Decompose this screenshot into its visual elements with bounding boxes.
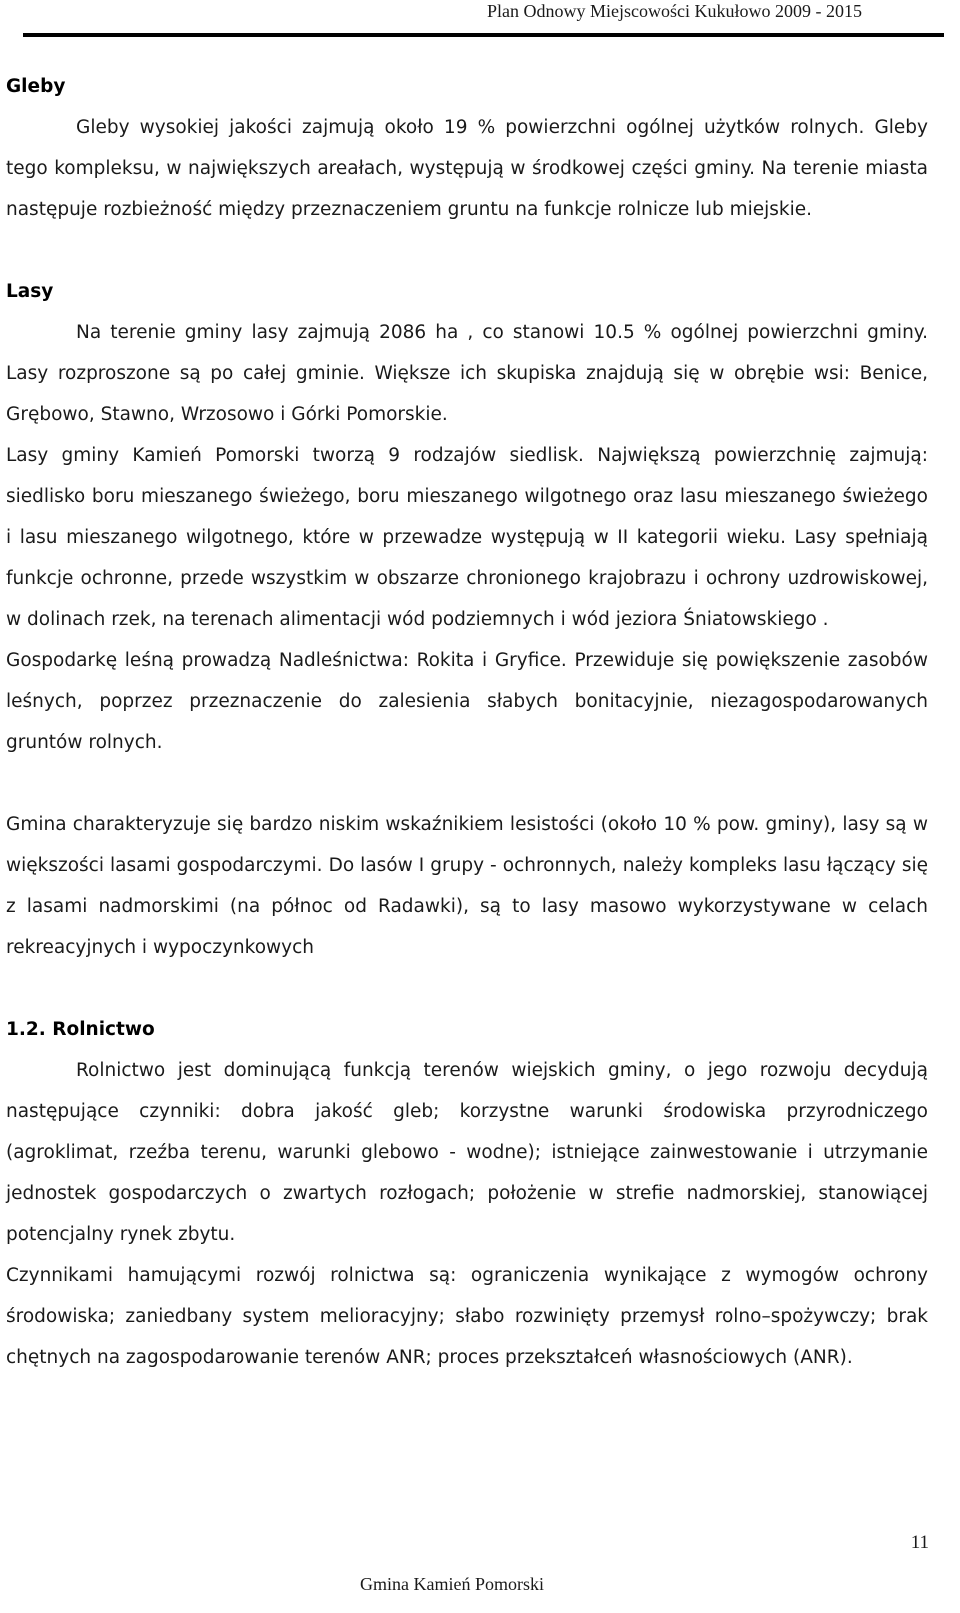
paragraph-gleby: Gleby wysokiej jakości zajmują około 19 % powierzchni ogólnej użytków rolnych. Gleby tego kompleksu, w największych areałach, występują w środkowej części gminy. Na terenie miasta następuje rozbieżność między przeznaczeniem gruntu na funkcje rolnicze lub miejskie.	[6, 117, 928, 220]
paragraph-lasy-4: Gmina charakteryzuje się bardzo niskim wskaźnikiem lesistości (około 10 % pow. gminy), lasy są w większości lasami gospodarczymi. Do lasów I grupy - ochronnych, należy kompleks lasu łączący się z lasami nadmorskimi (na północ od Radawki), są to lasy masowo wykorzystywane w celach rekreacyjnych i wypoczynkowych	[6, 814, 928, 958]
paragraph-lasy-3: Gospodarkę leśną prowadzą Nadleśnictwa: Rokita i Gryfice. Przewiduje się powiększenie zasobów leśnych, poprzez przeznaczenie do zalesienia słabych bonitacyjnie, niezagospodarowanych gruntów rolnych.	[6, 650, 928, 753]
section-heading-lasy: Lasy	[6, 281, 54, 302]
page-footer: Gmina Kamień Pomorski	[360, 1574, 544, 1594]
section-heading-gleby: Gleby	[6, 76, 66, 97]
paragraph-rolnictwo-1: Rolnictwo jest dominującą funkcją terenów wiejskich gminy, o jego rozwoju decydują następujące czynniki: dobra jakość gleb; korzystne warunki środowiska przyrodniczego (agroklimat, rzeźba terenu, warunki glebowo - wodne); istniejące zainwestowanie i utrzymanie jednostek gospodarczych o zwartych rozłogach; położenie w strefie nadmorskiej, stanowiącej potencjalny rynek zbytu.	[6, 1060, 928, 1245]
document-title: Plan Odnowy Miejscowości Kukułowo 2009 - 2015	[487, 1, 862, 21]
page-header	[0, 0, 960, 24]
paragraph-lasy-2: Lasy gminy Kamień Pomorski tworzą 9 rodzajów siedlisk. Największą powierzchnię zajmują: siedlisko boru mieszanego świeżego, boru mieszanego wilgotnego oraz lasu mieszanego świeżego i lasu mieszanego wilgotnego, które w przewadze występują w II kategorii wieku. Lasy spełniają funkcje ochronne, przede wszystkim w obszarze chronionego krajobrazu i ochrony uzdrowiskowej, w dolinach rzek, na terenach alimentacji wód podziemnych i wód jeziora Śniatowskiego .	[6, 445, 928, 630]
paragraph-rolnictwo-2: Czynnikami hamującymi rozwój rolnictwa są: ograniczenia wynikające z wymogów ochrony środowiska; zaniedbany system melioracyjny; słabo rozwinięty przemysł rolno–spożywczy; brak chętnych na zagospodarowanie terenów ANR; proces przekształceń własnościowych (ANR).	[6, 1265, 928, 1368]
paragraph-lasy-1: Na terenie gminy lasy zajmują 2086 ha , co stanowi 10.5 % ogólnej powierzchni gminy. Lasy rozproszone są po całej gminie. Większe ich skupiska znajdują się w obrębie wsi: Benice, Grębowo, Stawno, Wrzosowo i Górki Pomorskie.	[6, 322, 928, 425]
page-number: 11	[910, 1532, 929, 1553]
section-heading-rolnictwo: 1.2. Rolnictwo	[6, 1019, 155, 1040]
header-divider	[23, 33, 944, 37]
document-body	[6, 66, 928, 1378]
